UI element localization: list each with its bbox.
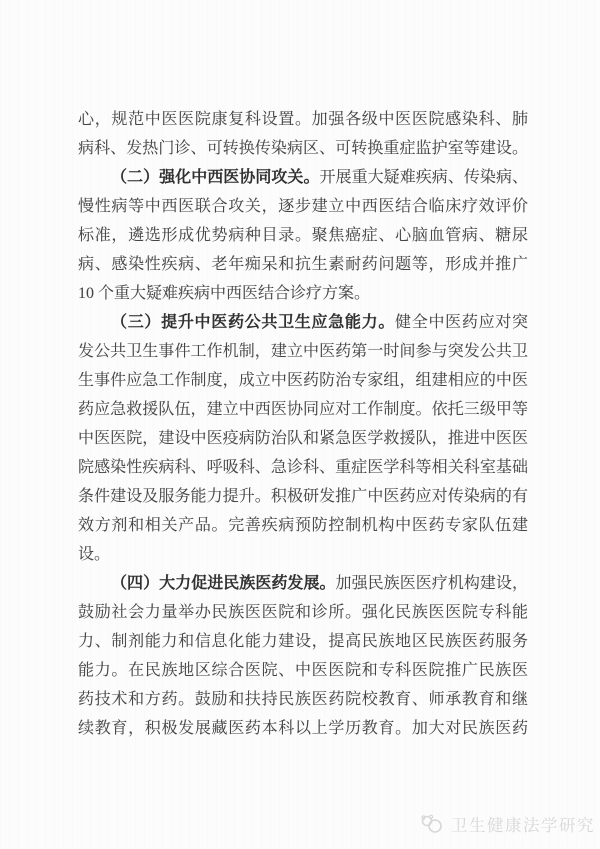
line-text: 加强民族医医疗机构建设， — [335, 575, 528, 592]
line-text: 力、制剂能力和信息化能力建设，提高民族地区民族医药服务 — [78, 633, 528, 650]
watermark-label: 卫生健康法学研究 — [451, 817, 595, 835]
text-line — [78, 685, 528, 714]
line-text: 心，规范中医医院康复科设置。加强各级中医医院感染科、肺 — [78, 111, 528, 128]
text-line — [78, 656, 528, 685]
text-line — [78, 540, 528, 569]
text-line — [78, 714, 528, 743]
document-body — [78, 105, 528, 743]
line-text: 鼓励社会力量举办民族医医院和诊所。强化民族医医院专科能 — [78, 604, 528, 621]
text-line — [78, 279, 528, 308]
line-text: 能力。在民族地区综合医院、中医医院和专科医院推广民族医 — [78, 662, 528, 679]
text-line — [78, 221, 528, 250]
text-line — [78, 134, 528, 163]
text-line — [78, 308, 528, 337]
text-line — [78, 366, 528, 395]
line-lead: （四）大力促进民族医药发展。 — [111, 575, 336, 592]
line-lead: （二）强化中西医协同攻关。 — [111, 169, 320, 186]
line-text: 中医医院，建设中医疫病防治队和紧急医学救援队，推进中医医 — [78, 430, 528, 447]
line-text: 发公共卫生事件工作机制，建立中医药第一时间参与突发公共卫 — [78, 343, 528, 360]
text-line — [78, 337, 528, 366]
line-text: 设。 — [78, 546, 111, 563]
text-line — [78, 192, 528, 221]
line-text: 标准，遴选形成优势病种目录。聚焦癌症、心脑血管病、糖尿 — [78, 227, 528, 244]
text-line — [78, 395, 528, 424]
line-text: 续教育，积极发展藏医药本科以上学历教育。加大对民族医药 — [78, 720, 528, 737]
footer-watermark — [419, 810, 595, 838]
line-text: 慢性病等中西医联合攻关，逐步建立中西医结合临床疗效评价 — [78, 198, 528, 215]
line-text: 药技术和方药。鼓励和扶持民族医药院校教育、师承教育和继 — [78, 691, 528, 708]
line-text: 院感染性疾病科、呼吸科、急诊科、重症医学科等相关科室基础 — [78, 459, 528, 476]
text-line — [78, 105, 528, 134]
line-text: 效方剂和相关产品。完善疾病预防控制机构中医药专家队伍建 — [78, 517, 528, 534]
text-line — [78, 250, 528, 279]
line-text: 病科、发热门诊、可转换传染病区、可转换重症监护室等建设。 — [78, 140, 528, 157]
text-line — [78, 453, 528, 482]
line-text: 10 个重大疑难疾病中西医结合诊疗方案。 — [78, 285, 371, 302]
line-text: 病、感染性疾病、老年痴呆和抗生素耐药问题等，形成并推广 — [78, 256, 528, 273]
text-line — [78, 569, 528, 598]
line-text: 开展重大疑难疾病、传染病、 — [319, 169, 528, 186]
line-text: 条件建设及服务能力提升。积极研发推广中医药应对传染病的有 — [78, 488, 528, 505]
text-line — [78, 424, 528, 453]
line-lead: （三）提升中医药公共卫生应急能力。 — [111, 314, 396, 331]
line-text: 生事件应急工作制度，成立中医药防治专家组，组建相应的中医 — [78, 372, 528, 389]
panda-logo-icon — [419, 813, 445, 835]
text-line — [78, 598, 528, 627]
text-line — [78, 511, 528, 540]
text-line — [78, 627, 528, 656]
line-text: 健全中医药应对突 — [395, 314, 528, 331]
line-text: 药应急救援队伍，建立中西医协同应对工作制度。依托三级甲等 — [78, 401, 528, 418]
text-line — [78, 482, 528, 511]
text-line — [78, 163, 528, 192]
